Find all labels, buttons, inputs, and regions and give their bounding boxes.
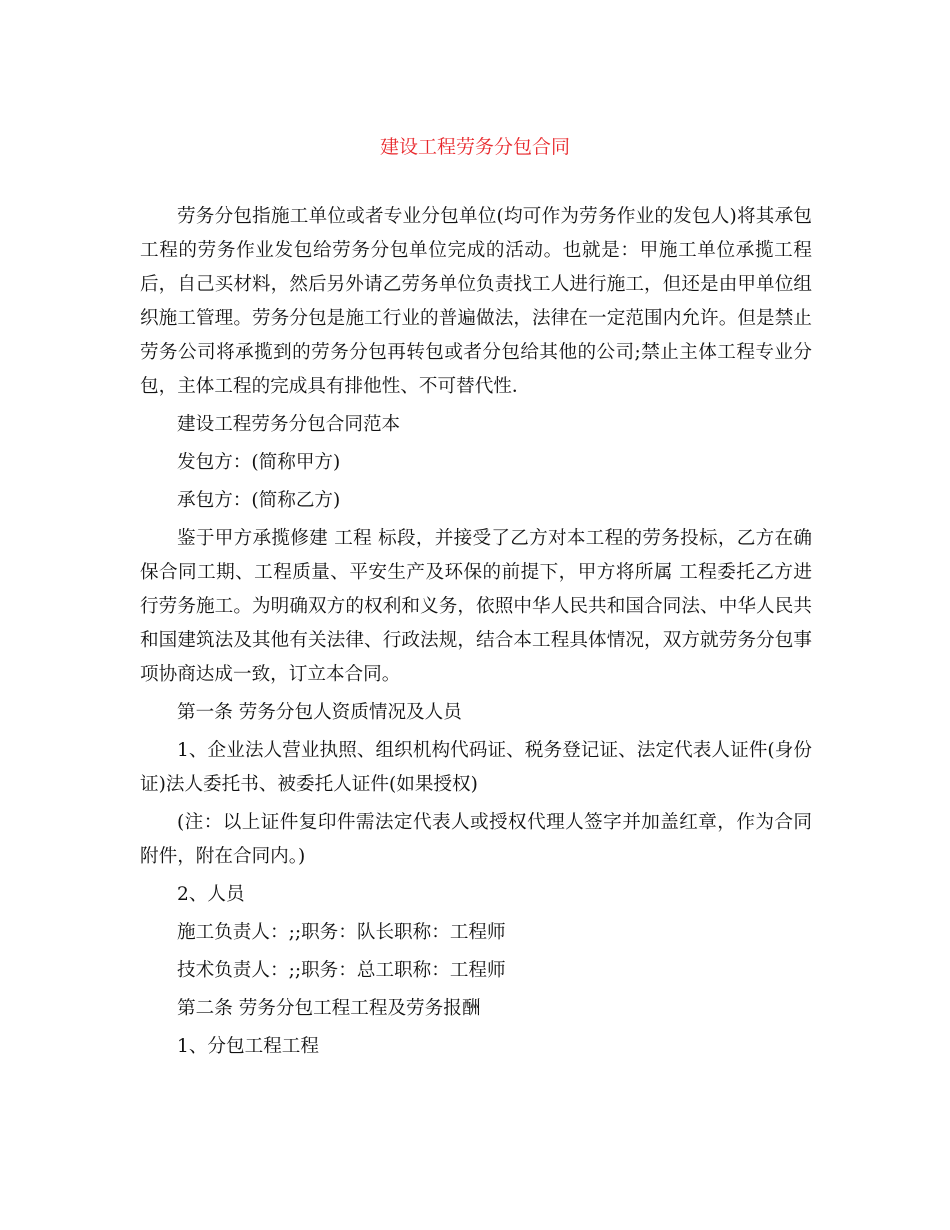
paragraph-article-1-heading: 第一条 劳务分包人资质情况及人员 [177, 702, 462, 723]
paragraph-article-1-item-1: 1、企业法人营业执照、组织机构代码证、税务登记证、法定代表人证件(身份证)法人委托书、被委托人证件(如果授权) [140, 740, 812, 795]
paragraph-template-heading: 建设工程劳务分包合同范本 [177, 414, 401, 435]
paragraph-intro: 劳务分包指施工单位或者专业分包单位(均可作为劳务作业的发包人)将其承包工程的劳务作业发包给劳务分包单位完成的活动。也就是：甲施工单位承揽工程后，自己买材料，然后另外请乙劳务单位负责找工人进行施工，但还是由甲单位组织施工管理。劳务分包是施工行业的普遍做法，法律在一定范围内允许。但是禁止劳务公司将承揽到的劳务分包再转包或者分包给其他的公司;禁止主体工程专业分包，主体工程的完成具有排他性、不可替代性． [140, 206, 812, 397]
document-body [140, 200, 812, 1068]
paragraph-article-2-heading: 第二条 劳务分包工程工程及劳务报酬 [177, 998, 481, 1019]
paragraph-article-1-item-2: 2、人员 [177, 884, 245, 905]
document-title: 建设工程劳务分包合同 [379, 136, 570, 158]
paragraph-preamble: 鉴于甲方承揽修建 工程 标段，并接受了乙方对本工程的劳务投标，乙方在确保合同工期、工程质量、平安生产及环保的前提下，甲方将所属 工程委托乙方进行劳务施工。为明确双方的权利和义务，依照中华人民共和国合同法、中华人民共和国建筑法及其他有关法律、行政法规，结合本工程具体情况，双方就劳务分包事项协商达成一致，订立本合同。 [140, 528, 812, 685]
paragraph-party-a: 发包方：(简称甲方) [177, 452, 341, 473]
paragraph-construction-lead: 施工负责人：;;职务：队长职称：工程师 [177, 922, 506, 943]
paragraph-article-1-note: (注：以上证件复印件需法定代表人或授权代理人签字并加盖红章，作为合同附件，附在合同内。) [140, 812, 812, 867]
paragraph-party-b: 承包方：(简称乙方) [177, 490, 341, 511]
paragraph-article-2-item-1: 1、分包工程工程 [177, 1036, 319, 1057]
paragraph-technical-lead: 技术负责人：;;职务：总工职称：工程师 [177, 960, 506, 981]
